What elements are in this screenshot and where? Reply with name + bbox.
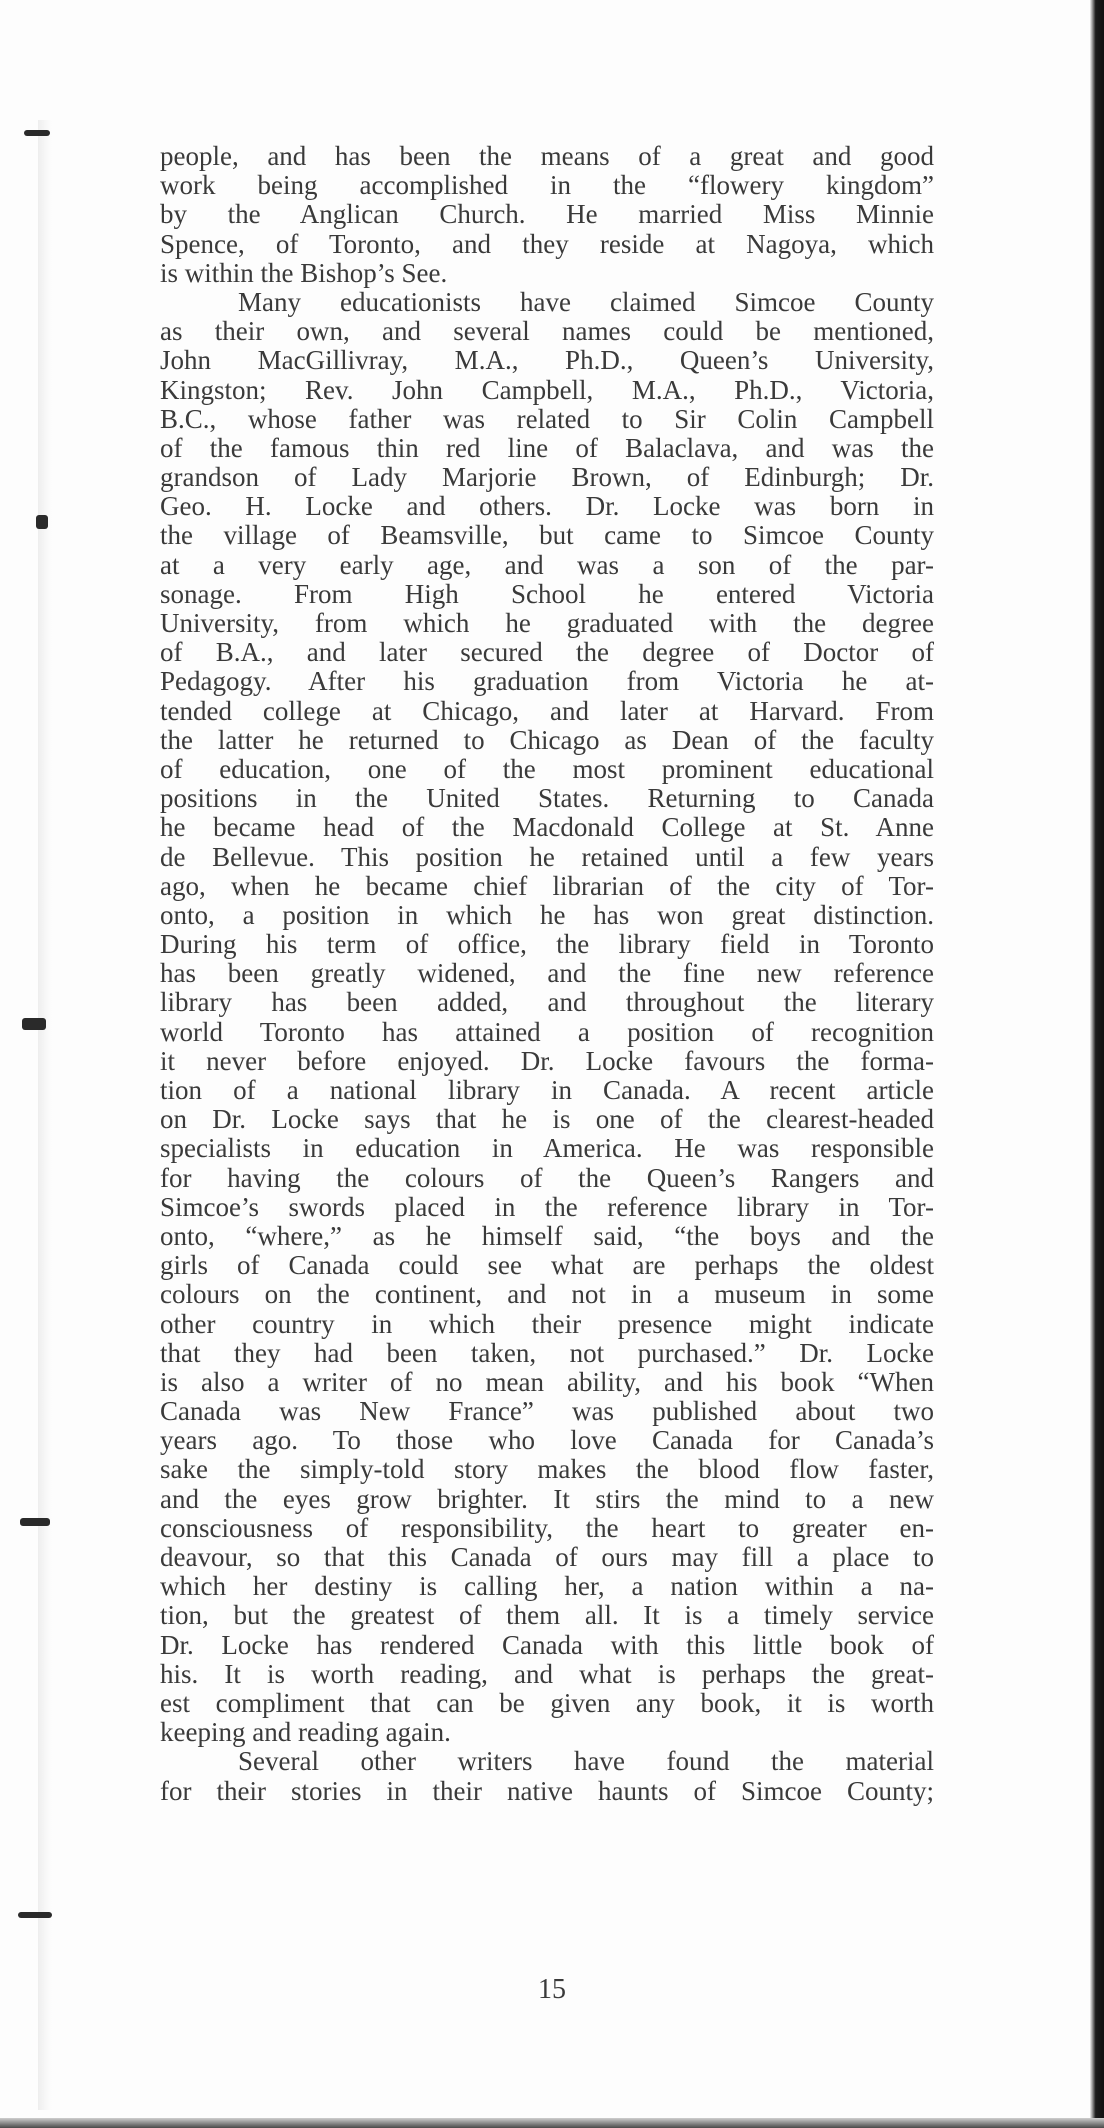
page-number: 15 (538, 1974, 566, 2005)
text-line: by the Anglican Church. He married Miss Minnie (160, 199, 934, 230)
text-line: tion of a national library in Canada. A recent article (160, 1075, 934, 1105)
text-line: tion, but the greatest of them all. It is a timely service (160, 1600, 934, 1631)
text-line: ago, when he became chief librarian of the city of Tor- (160, 870, 934, 901)
text-line: is also a writer of no mean ability, and his book “When (160, 1366, 934, 1397)
text-line: sake the simply-told story makes the blood flow faster, (160, 1454, 934, 1485)
binding-gutter (38, 120, 52, 2110)
text-line: Canada was New France” was published about two (160, 1396, 934, 1427)
text-line: of the famous thin red line of Balaclava, and was the (160, 432, 934, 463)
text-line: Geo. H. Locke and others. Dr. Locke was born in (160, 491, 934, 522)
text-line: other country in which their presence might indicate (160, 1308, 934, 1339)
text-line: people, and has been the means of a great and good (160, 141, 934, 171)
text-line: B.C., whose father was related to Sir Colin Campbell (160, 403, 934, 434)
text-line: his. It is worth reading, and what is perhaps the great- (160, 1658, 934, 1689)
text-line: specialists in education in America. He was responsible (160, 1133, 934, 1164)
text-line: for having the colours of the Queen’s Rangers and (160, 1162, 934, 1193)
text-line: of B.A., and later secured the degree of Doctor of (160, 637, 934, 668)
binding-stitch-mark (20, 1518, 50, 1526)
text-line: which her destiny is calling her, a nation within a na- (160, 1571, 934, 1602)
text-line: is within the Bishop’s See. (160, 257, 448, 288)
text-line: the village of Beamsville, but came to Simcoe County (160, 520, 934, 551)
text-line: keeping and reading again. (160, 1717, 451, 1748)
text-line: on Dr. Locke says that he is one of the clearest-headed (160, 1104, 934, 1135)
text-line: Several other writers have found the material (238, 1746, 934, 1777)
text-line: Many educationists have claimed Simcoe County (238, 286, 934, 317)
text-line: de Bellevue. This position he retained until a few years (160, 841, 934, 872)
text-line: at a very early age, and was a son of the par- (160, 549, 934, 580)
text-line: world Toronto has attained a position of recognition (160, 1016, 934, 1047)
text-line: John MacGillivray, M.A., Ph.D., Queen’s University, (160, 345, 934, 376)
text-line: it never before enjoyed. Dr. Locke favours the forma- (160, 1045, 934, 1076)
text-line: deavour, so that this Canada of ours may fill a place to (160, 1542, 934, 1572)
binding-stitch-mark (36, 515, 48, 529)
text-line: colours on the continent, and not in a museum in some (160, 1279, 934, 1310)
text-line: Simcoe’s swords placed in the reference library in Tor- (160, 1191, 934, 1222)
text-line: tended college at Chicago, and later at Harvard. From (160, 695, 934, 726)
text-line: onto, “where,” as he himself said, “the boys and the (160, 1220, 934, 1251)
text-line: Dr. Locke has rendered Canada with this little book of (160, 1629, 934, 1660)
text-line: During his term of office, the library field in Toronto (160, 929, 934, 960)
text-line: has been greatly widened, and the fine new reference (160, 958, 934, 989)
text-line: for their stories in their native haunts of Simcoe County; (160, 1775, 934, 1806)
text-line: library has been added, and throughout the literary (160, 987, 934, 1018)
page-bottom-shadow (0, 2118, 1104, 2128)
text-line: he became head of the Macdonald College at St. Anne (160, 812, 934, 843)
text-line: of education, one of the most prominent educational (160, 753, 934, 784)
binding-stitch-mark (24, 130, 50, 136)
text-line: work being accomplished in the “flowery kingdom” (160, 170, 934, 201)
text-line: est compliment that can be given any book, it is worth (160, 1687, 934, 1718)
text-line: and the eyes grow brighter. It stirs the mind to a new (160, 1483, 934, 1514)
body-text (160, 142, 934, 1806)
binding-stitch-mark (18, 1912, 52, 1918)
text-line: girls of Canada could see what are perhaps the oldest (160, 1250, 934, 1281)
binding-stitch-mark (22, 1018, 46, 1030)
text-line: grandson of Lady Marjorie Brown, of Edinburgh; Dr. (160, 462, 934, 493)
text-line: years ago. To those who love Canada for Canada’s (160, 1425, 934, 1456)
text-line: that they had been taken, not purchased.” Dr. Locke (160, 1337, 934, 1368)
text-line: sonage. From High School he entered Victoria (160, 578, 934, 609)
text-line: Pedagogy. After his graduation from Victoria he at- (160, 666, 934, 697)
text-line: consciousness of responsibility, the heart to greater en- (160, 1512, 934, 1543)
text-line: Spence, of Toronto, and they reside at Nagoya, which (160, 228, 934, 259)
text-line: positions in the United States. Returning to Canada (160, 783, 934, 814)
text-line: onto, a position in which he has won great distinction. (160, 899, 934, 930)
text-line: as their own, and several names could be mentioned, (160, 316, 934, 347)
page-edge-shadow (1090, 0, 1104, 2128)
text-line: the latter he returned to Chicago as Dean of the faculty (160, 724, 934, 755)
text-line: University, from which he graduated with the degree (160, 608, 934, 638)
text-line: Kingston; Rev. John Campbell, M.A., Ph.D., Victoria, (160, 374, 934, 405)
